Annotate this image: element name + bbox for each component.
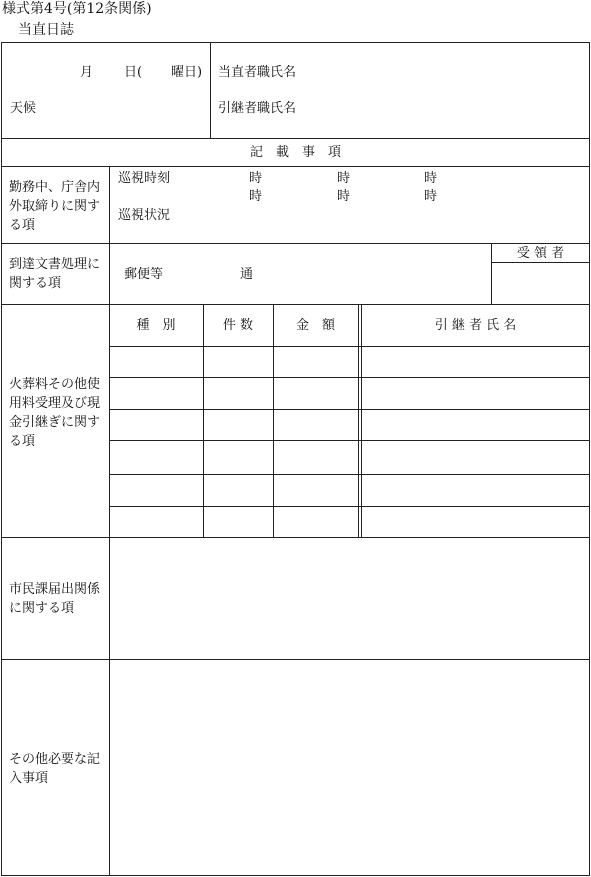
patrol-section-label: 勤務中、庁舎内外取締りに関する項 [9, 180, 101, 233]
divider [1, 138, 590, 139]
hour-label: 時 [337, 171, 351, 186]
receiver-label: 受 領 者 [516, 246, 565, 261]
mail-count-unit: 通 [240, 267, 254, 282]
hour-label: 時 [424, 189, 438, 204]
mail-item-label: 郵便等 [124, 267, 164, 282]
divider [1, 537, 590, 538]
mail-section-label: 到達文書処理に関する項 [9, 257, 101, 291]
citizen-entry-area[interactable] [111, 539, 589, 658]
cremation-section-label: 火葬料その他使用料受理及び現金引継ぎに関する項 [9, 377, 101, 449]
table-row-line [109, 506, 590, 507]
table-row-line [109, 346, 590, 347]
table-row-line [109, 409, 590, 410]
section-header: 記 載 事 項 [249, 145, 341, 160]
table-col-line [273, 304, 274, 537]
citizen-section-label: 市民課届出関係に関する項 [9, 582, 101, 616]
divider [1, 243, 590, 244]
divider [1, 659, 590, 660]
column-header-successor-name: 引 継 者 氏 名 [434, 318, 517, 333]
table-col-line [358, 304, 359, 537]
day-label: 日( [124, 65, 143, 80]
column-header-type: 種 別 [136, 318, 176, 333]
divider [491, 262, 590, 263]
table-row-line [109, 377, 590, 378]
other-entry-area[interactable] [111, 661, 589, 875]
patrol-time-label: 巡視時刻 [118, 171, 171, 186]
weekday-label: 曜日) [171, 65, 203, 80]
table-row-line [109, 474, 590, 475]
divider [109, 166, 110, 876]
patrol-status-label: 巡視状況 [118, 208, 171, 223]
table-col-line [361, 304, 362, 537]
successor-label: 引継者職氏名 [218, 101, 297, 116]
weather-label: 天候 [10, 101, 37, 116]
divider [210, 42, 211, 138]
page-title: 当直日誌 [18, 22, 74, 38]
duty-person-label: 当直者職氏名 [218, 65, 297, 80]
hour-label: 時 [249, 189, 263, 204]
month-label: 月 [80, 65, 94, 80]
divider [1, 166, 590, 167]
column-header-amount: 金 額 [295, 318, 335, 333]
receiver-entry-area[interactable] [493, 264, 589, 303]
hour-label: 時 [249, 171, 263, 186]
form-number: 様式第4号(第12条関係) [2, 1, 152, 17]
table-col-line [203, 304, 204, 537]
column-header-count: 件 数 [222, 318, 254, 333]
hour-label: 時 [424, 171, 438, 186]
divider [1, 304, 590, 305]
hour-label: 時 [337, 189, 351, 204]
other-section-label: その他必要な記入事項 [9, 752, 101, 786]
table-row-line [109, 440, 590, 441]
